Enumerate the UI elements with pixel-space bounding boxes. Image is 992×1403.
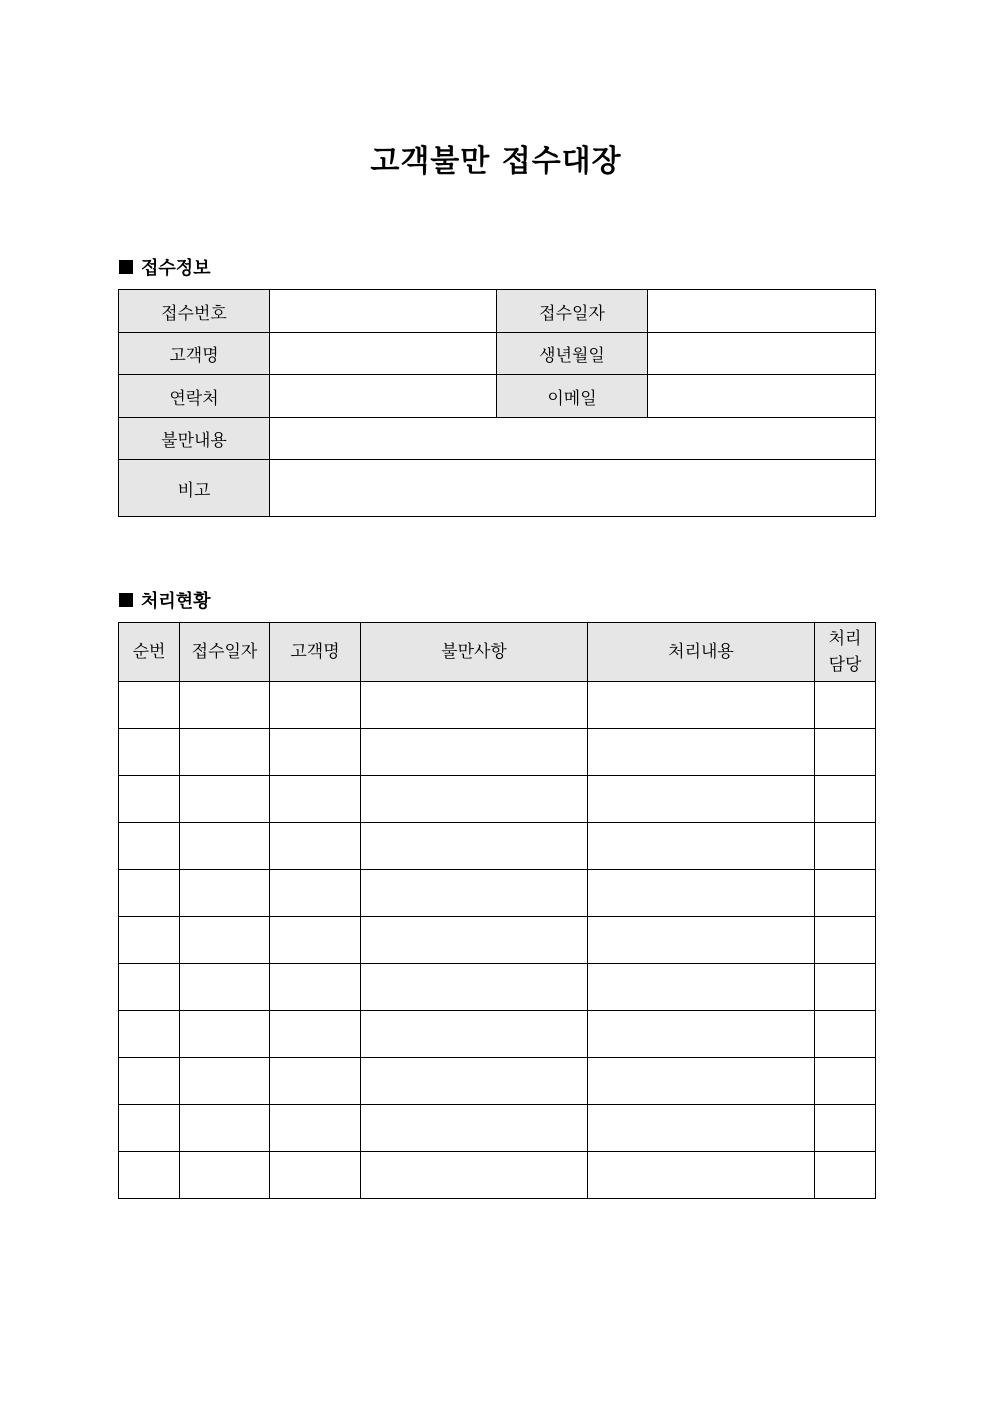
info-row — [119, 333, 876, 375]
handler-cell[interactable] — [815, 1152, 876, 1199]
col-receipt-date-header: 접수일자 — [180, 623, 270, 682]
complaint-items-cell[interactable] — [361, 729, 588, 776]
handler-cell[interactable] — [815, 682, 876, 729]
complaint-content-label: 불만내용 — [119, 418, 270, 460]
info-row — [119, 375, 876, 418]
receipt-date-cell[interactable] — [180, 1105, 270, 1152]
reception-info-table — [118, 289, 876, 517]
customer-name-cell[interactable] — [270, 682, 361, 729]
complaint-items-cell[interactable] — [361, 870, 588, 917]
table-row — [119, 1011, 876, 1058]
table-row — [119, 1058, 876, 1105]
processing-content-cell[interactable] — [588, 870, 815, 917]
table-row — [119, 1152, 876, 1199]
handler-cell[interactable] — [815, 917, 876, 964]
processing-content-cell[interactable] — [588, 823, 815, 870]
seq-cell[interactable] — [119, 870, 180, 917]
receipt-date-cell[interactable] — [180, 870, 270, 917]
processing-content-cell[interactable] — [588, 964, 815, 1011]
contact-field[interactable] — [270, 375, 497, 418]
seq-cell[interactable] — [119, 682, 180, 729]
complaint-items-cell[interactable] — [361, 964, 588, 1011]
table-row — [119, 964, 876, 1011]
processing-status-heading-label: 처리현황 — [141, 591, 211, 612]
status-header-row — [119, 623, 876, 682]
info-row — [119, 460, 876, 517]
seq-cell[interactable] — [119, 823, 180, 870]
receipt-number-label: 접수번호 — [119, 290, 270, 333]
seq-cell[interactable] — [119, 917, 180, 964]
table-row — [119, 823, 876, 870]
complaint-items-cell[interactable] — [361, 1011, 588, 1058]
col-seq-header: 순번 — [119, 623, 180, 682]
col-customer-name-header: 고객명 — [270, 623, 361, 682]
table-row — [119, 1105, 876, 1152]
customer-name-cell[interactable] — [270, 1152, 361, 1199]
processing-status-table — [118, 622, 876, 1199]
email-label: 이메일 — [497, 375, 648, 418]
birth-date-label: 생년월일 — [497, 333, 648, 375]
processing-status-heading — [119, 587, 211, 613]
handler-cell[interactable] — [815, 1011, 876, 1058]
remarks-label: 비고 — [119, 460, 270, 517]
seq-cell[interactable] — [119, 1011, 180, 1058]
receipt-date-cell[interactable] — [180, 1058, 270, 1105]
processing-content-cell[interactable] — [588, 1058, 815, 1105]
seq-cell[interactable] — [119, 1058, 180, 1105]
customer-name-cell[interactable] — [270, 1058, 361, 1105]
complaint-items-cell[interactable] — [361, 1152, 588, 1199]
black-square-icon — [119, 593, 133, 607]
col-processing-content-header: 처리내용 — [588, 623, 815, 682]
col-handler-header-line2: 담당 — [828, 655, 862, 675]
col-handler-header-line1: 처리 — [828, 629, 862, 649]
receipt-date-cell[interactable] — [180, 823, 270, 870]
receipt-number-field[interactable] — [270, 290, 497, 333]
complaint-items-cell[interactable] — [361, 823, 588, 870]
status-table-body — [119, 682, 876, 1199]
table-row — [119, 776, 876, 823]
processing-content-cell[interactable] — [588, 917, 815, 964]
processing-content-cell[interactable] — [588, 1011, 815, 1058]
receipt-date-cell[interactable] — [180, 1152, 270, 1199]
seq-cell[interactable] — [119, 729, 180, 776]
seq-cell[interactable] — [119, 1105, 180, 1152]
table-row — [119, 729, 876, 776]
receipt-date-cell[interactable] — [180, 682, 270, 729]
processing-content-cell[interactable] — [588, 729, 815, 776]
remarks-field[interactable] — [270, 460, 876, 517]
receipt-date-cell[interactable] — [180, 729, 270, 776]
complaint-content-field[interactable] — [270, 418, 876, 460]
processing-content-cell[interactable] — [588, 776, 815, 823]
receipt-date-cell[interactable] — [180, 776, 270, 823]
seq-cell[interactable] — [119, 1152, 180, 1199]
customer-name-cell[interactable] — [270, 823, 361, 870]
seq-cell[interactable] — [119, 776, 180, 823]
info-row — [119, 418, 876, 460]
black-square-icon — [119, 260, 133, 274]
table-row — [119, 682, 876, 729]
complaint-items-cell[interactable] — [361, 917, 588, 964]
customer-name-cell[interactable] — [270, 1011, 361, 1058]
complaint-items-cell[interactable] — [361, 776, 588, 823]
complaint-items-cell[interactable] — [361, 682, 588, 729]
customer-name-cell[interactable] — [270, 917, 361, 964]
seq-cell[interactable] — [119, 964, 180, 1011]
customer-name-field[interactable] — [270, 333, 497, 375]
customer-name-label: 고객명 — [119, 333, 270, 375]
receipt-date-field[interactable] — [648, 290, 876, 333]
document-title: 고객불만 접수대장 — [370, 144, 622, 179]
table-row — [119, 917, 876, 964]
customer-name-cell[interactable] — [270, 964, 361, 1011]
reception-info-heading — [119, 254, 211, 280]
handler-cell[interactable] — [815, 729, 876, 776]
contact-label: 연락처 — [119, 375, 270, 418]
processing-content-cell[interactable] — [588, 682, 815, 729]
handler-cell[interactable] — [815, 823, 876, 870]
handler-cell[interactable] — [815, 1105, 876, 1152]
handler-cell[interactable] — [815, 776, 876, 823]
customer-name-cell[interactable] — [270, 776, 361, 823]
processing-content-cell[interactable] — [588, 1152, 815, 1199]
customer-name-cell[interactable] — [270, 729, 361, 776]
email-field[interactable] — [648, 375, 876, 418]
receipt-date-cell[interactable] — [180, 1011, 270, 1058]
customer-name-cell[interactable] — [270, 1105, 361, 1152]
handler-cell[interactable] — [815, 964, 876, 1011]
receipt-date-label: 접수일자 — [497, 290, 648, 333]
complaint-items-cell[interactable] — [361, 1058, 588, 1105]
handler-cell[interactable] — [815, 1058, 876, 1105]
customer-name-cell[interactable] — [270, 870, 361, 917]
receipt-date-cell[interactable] — [180, 917, 270, 964]
processing-content-cell[interactable] — [588, 1105, 815, 1152]
reception-info-heading-label: 접수정보 — [141, 258, 211, 279]
receipt-date-cell[interactable] — [180, 964, 270, 1011]
info-row — [119, 290, 876, 333]
birth-date-field[interactable] — [648, 333, 876, 375]
complaint-items-cell[interactable] — [361, 1105, 588, 1152]
handler-cell[interactable] — [815, 870, 876, 917]
col-complaint-items-header: 불만사항 — [361, 623, 588, 682]
table-row — [119, 870, 876, 917]
col-handler-header — [815, 623, 876, 682]
